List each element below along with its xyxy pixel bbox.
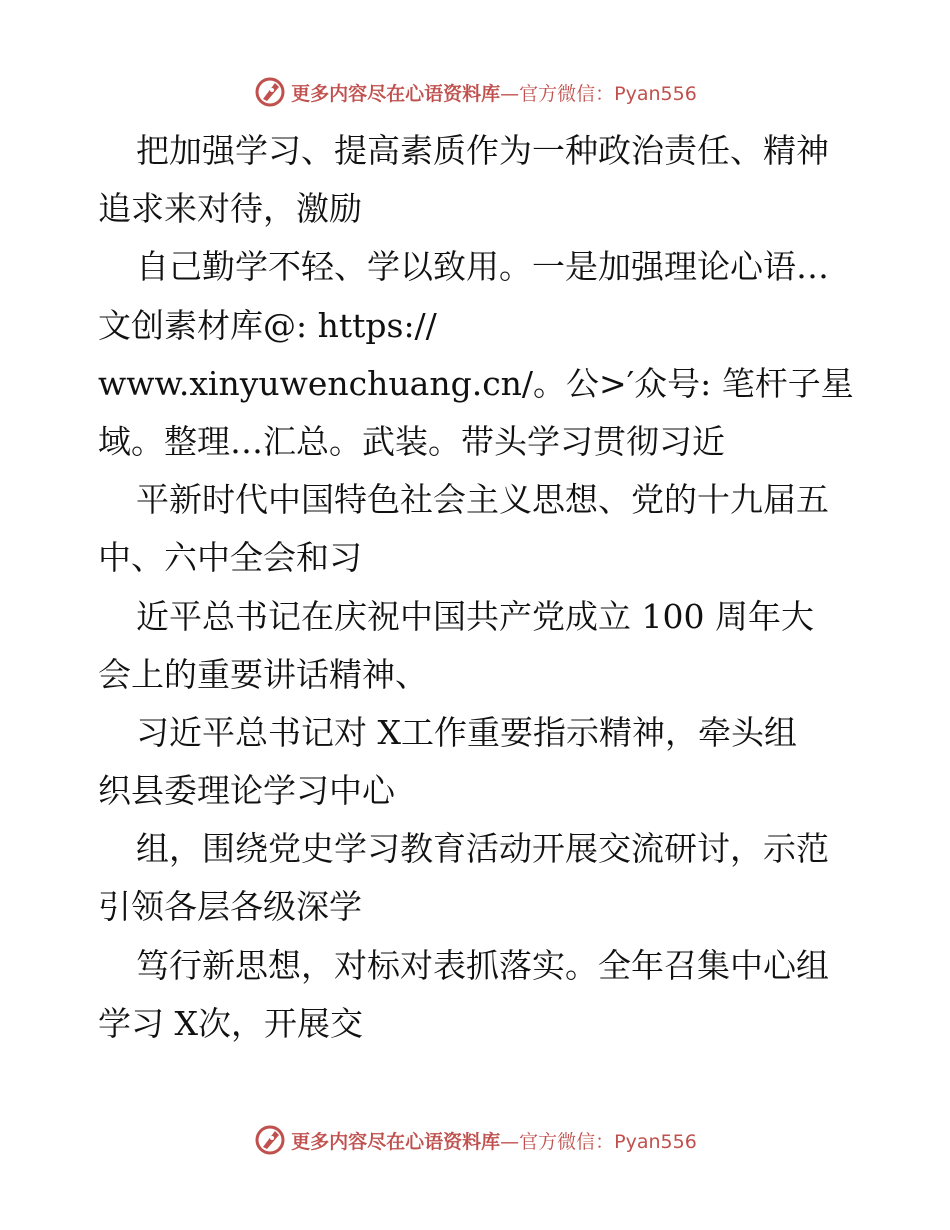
body-line: 组，围绕党史学习教育活动开展交流研讨，示范 xyxy=(136,829,829,869)
body-line: 会上的重要讲话精神、 xyxy=(98,654,428,694)
body-line: 把加强学习、提高素质作为一种政治责任、精神 xyxy=(136,131,829,170)
body-line: 织县委理论学习中心 xyxy=(98,771,395,811)
body-line: 近平总书记在庆祝中国共产党成立 100 周年大 xyxy=(136,596,814,636)
body-line: 引领各层各级深学 xyxy=(98,887,362,927)
body-line: 习近平总书记对 X工作重要指示精神，牵头组 xyxy=(136,712,797,752)
body-line: 笃行新思想，对标对表抓落实。全年召集中心组 xyxy=(136,945,829,985)
body-line: 追求来对待，激励 xyxy=(98,189,362,229)
body-line: 域。整理…汇总。武装。带头学习贯彻习近 xyxy=(98,421,725,461)
pen-nib-circle-icon xyxy=(253,75,287,109)
footer-site-text: 更多内容尽在心语资料库 xyxy=(291,1130,501,1153)
document-body xyxy=(98,122,858,1053)
pen-nib-circle-icon xyxy=(253,1123,287,1157)
body-line: 文创素材库@: https:// xyxy=(98,305,437,345)
header-site-text: 更多内容尽在心语资料库 xyxy=(291,82,501,105)
footer-wechat-text: —官方微信：Pyan556 xyxy=(500,1130,697,1153)
body-line: 学习 X次，开展交 xyxy=(98,1003,363,1043)
header-banner xyxy=(0,72,950,112)
body-line: www.xinyuwenchuang.cn/。公>′众号: 笔杆子星 xyxy=(98,363,854,403)
header-wechat-text: —官方微信：Pyan556 xyxy=(500,82,697,105)
body-line: 自己勤学不轻、学以致用。一是加强理论心语… xyxy=(136,247,829,287)
body-line: 中、六中全会和习 xyxy=(98,538,362,578)
footer-banner xyxy=(0,1120,950,1160)
body-line: 平新时代中国特色社会主义思想、党的十九届五 xyxy=(136,480,829,520)
